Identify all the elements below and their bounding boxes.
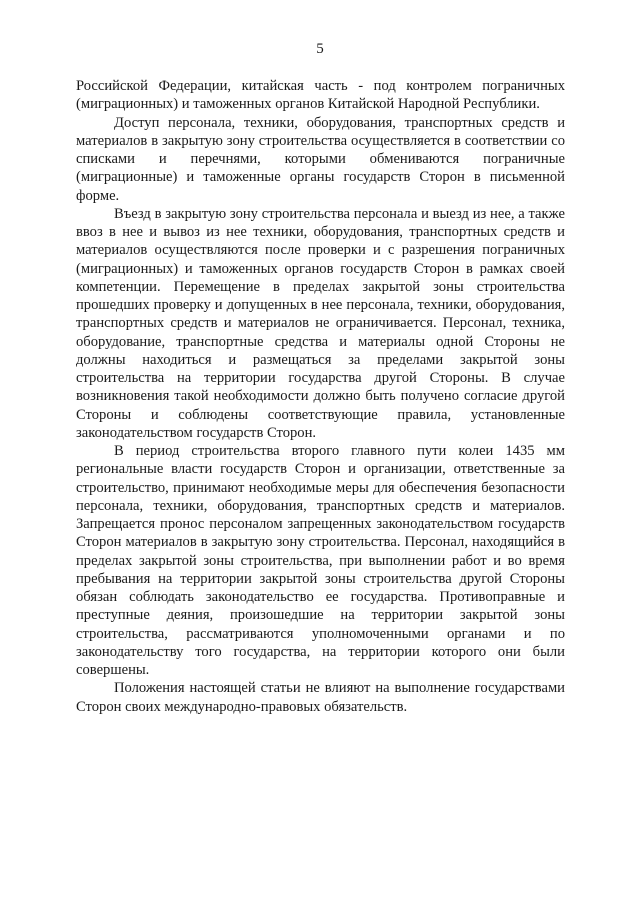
paragraph-continuation: Российской Федерации, китайская часть - под контролем пограничных (миграционных) и таможенных органов Китайской Народной Республики. <box>76 78 565 113</box>
paragraph-international-obligations: Положения настоящей статьи не влияют на выполнение государствами Сторон своих международно-правовых обязательств. <box>76 680 565 715</box>
paragraph-entry-exit: Въезд в закрытую зону строительства персонала и выезд из нее, а также ввоз в нее и вывоз из нее техники, оборудования, транспортных средств и материалов осуществляются после проверки и с разрешения пограничных (миграционных) и таможенных органов государств Сторон в рамках своей компетенции. Перемещение в пределах закрытой зоны строительства прошедших проверку и допущенных в нее персонала, техники, оборудования, транспортных средств и материалов не ограничивается. Персонал, техника, оборудование, транспортные средства и материалы одной Стороны не должны находиться и размещаться за пределами закрытой зоны строительства на территории государства другой Стороны. В случае возникновения такой необходимости должно быть получено согласие другой Стороны и соблюдены соответствующие правила, установленные законодательством государств Сторон. <box>76 205 565 441</box>
document-body <box>76 77 565 716</box>
paragraph-personnel-access: Доступ персонала, техники, оборудования, транспортных средств и материалов в закрытую зону строительства осуществляется в соответствии со списками и перечнями, которыми обмениваются пограничные (миграционные) и таможенные органы государств Сторон в письменной форме. <box>76 114 565 204</box>
paragraph-construction-safety: В период строительства второго главного пути колеи 1435 мм региональные власти государств Сторон и организации, ответственные за строительство, принимают необходимые меры для обеспечения безопасности персонала, техники, оборудования, транспортных средств и материалов. Запрещается пронос персоналом запрещенных законодательством государств Сторон материалов в закрытую зону строительства. Персонал, находящийся в пределах закрытой зоны строительства, при выполнении работ и во время пребывания на территории закрытой зоны строительства другой Стороны обязан соблюдать законодательство ее государства. Противоправные и преступные деяния, произошедшие на территории закрытой зоны строительства, рассматриваются уполномоченными органами и по законодательству того государства, на территории которого они были совершены. <box>76 443 565 678</box>
page-number: 5 <box>316 41 324 57</box>
